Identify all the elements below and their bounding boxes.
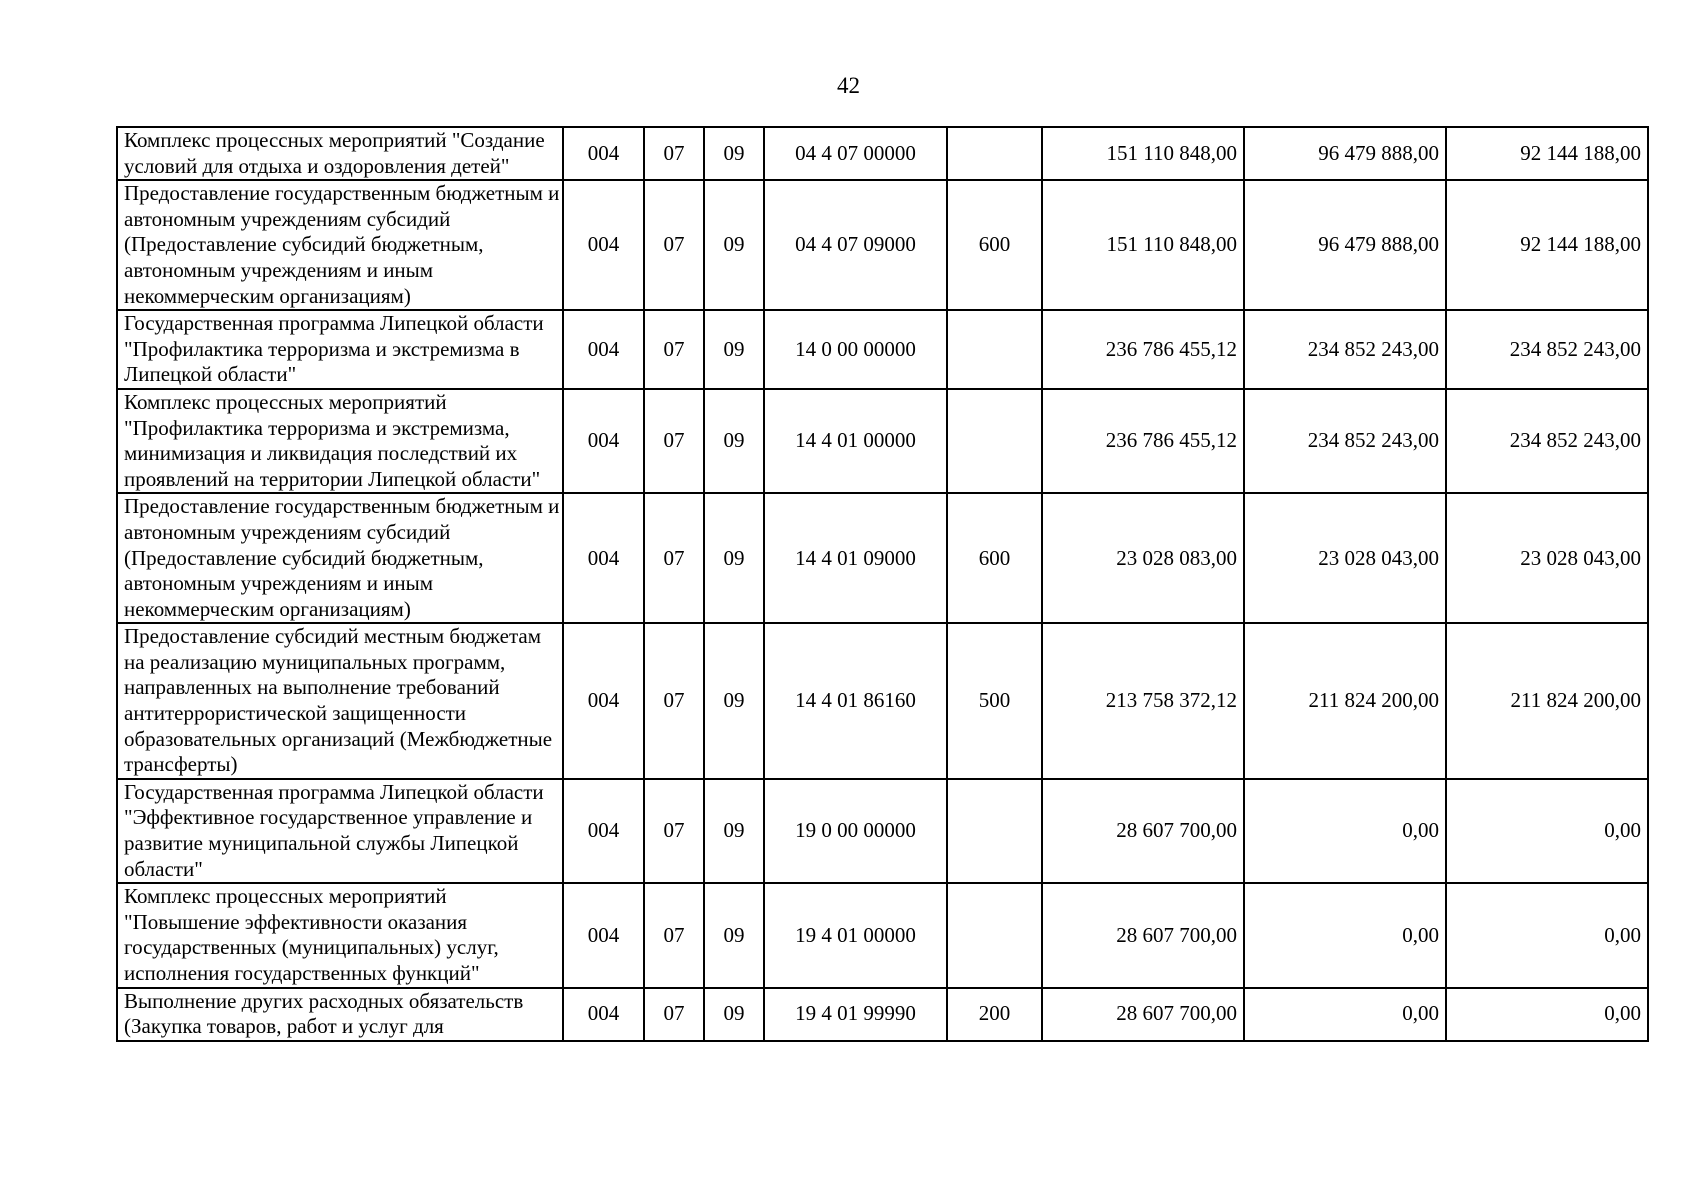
cell-target-article: 14 4 01 09000 bbox=[764, 493, 947, 623]
cell-subsection: 09 bbox=[704, 988, 764, 1041]
cell-sum-3: 92 144 188,00 bbox=[1446, 127, 1648, 180]
cell-section: 07 bbox=[644, 779, 704, 883]
cell-sum-2: 234 852 243,00 bbox=[1244, 310, 1446, 389]
cell-target-article: 19 0 00 00000 bbox=[764, 779, 947, 883]
cell-target-article: 14 4 01 00000 bbox=[764, 389, 947, 493]
cell-section: 07 bbox=[644, 180, 704, 310]
cell-name: Предоставление государственным бюджетным и автономным учреждениям субсидий (Предоставление субсидий бюджетным, автономным учреждениям и иным некоммерческим организациям) bbox=[117, 493, 563, 623]
cell-ministry: 004 bbox=[563, 779, 644, 883]
table-row bbox=[117, 389, 1648, 493]
cell-ministry: 004 bbox=[563, 623, 644, 779]
cell-ministry: 004 bbox=[563, 180, 644, 310]
table-row bbox=[117, 127, 1648, 180]
cell-sum-2: 211 824 200,00 bbox=[1244, 623, 1446, 779]
cell-ministry: 004 bbox=[563, 493, 644, 623]
cell-sum-2: 0,00 bbox=[1244, 883, 1446, 987]
cell-ministry: 004 bbox=[563, 883, 644, 987]
cell-sum-3: 234 852 243,00 bbox=[1446, 310, 1648, 389]
cell-sum-1: 28 607 700,00 bbox=[1042, 988, 1244, 1041]
table-row bbox=[117, 310, 1648, 389]
cell-sum-2: 96 479 888,00 bbox=[1244, 127, 1446, 180]
cell-sum-1: 213 758 372,12 bbox=[1042, 623, 1244, 779]
cell-name: Государственная программа Липецкой области "Эффективное государственное управление и развитие муниципальной службы Липецкой области" bbox=[117, 779, 563, 883]
cell-expense-type: 500 bbox=[947, 623, 1042, 779]
cell-name: Предоставление субсидий местным бюджетам на реализацию муниципальных программ, направленных на выполнение требований антитеррористической защищенности образовательных организаций (Межбюджетные трансферты) bbox=[117, 623, 563, 779]
cell-expense-type bbox=[947, 779, 1042, 883]
table-row bbox=[117, 779, 1648, 883]
cell-sum-2: 234 852 243,00 bbox=[1244, 389, 1446, 493]
cell-subsection: 09 bbox=[704, 180, 764, 310]
cell-sum-1: 151 110 848,00 bbox=[1042, 180, 1244, 310]
cell-subsection: 09 bbox=[704, 883, 764, 987]
table-row bbox=[117, 180, 1648, 310]
cell-target-article: 14 0 00 00000 bbox=[764, 310, 947, 389]
cell-subsection: 09 bbox=[704, 310, 764, 389]
cell-target-article: 19 4 01 99990 bbox=[764, 988, 947, 1041]
cell-target-article: 19 4 01 00000 bbox=[764, 883, 947, 987]
cell-sum-2: 96 479 888,00 bbox=[1244, 180, 1446, 310]
budget-table-body bbox=[117, 127, 1648, 1041]
table-row bbox=[117, 883, 1648, 987]
cell-target-article: 14 4 01 86160 bbox=[764, 623, 947, 779]
table-row bbox=[117, 493, 1648, 623]
cell-sum-1: 236 786 455,12 bbox=[1042, 310, 1244, 389]
budget-table bbox=[116, 126, 1649, 1042]
cell-expense-type: 600 bbox=[947, 180, 1042, 310]
cell-section: 07 bbox=[644, 883, 704, 987]
cell-expense-type: 200 bbox=[947, 988, 1042, 1041]
cell-section: 07 bbox=[644, 310, 704, 389]
cell-ministry: 004 bbox=[563, 310, 644, 389]
cell-sum-3: 92 144 188,00 bbox=[1446, 180, 1648, 310]
cell-ministry: 004 bbox=[563, 988, 644, 1041]
cell-ministry: 004 bbox=[563, 127, 644, 180]
cell-section: 07 bbox=[644, 127, 704, 180]
cell-expense-type bbox=[947, 883, 1042, 987]
cell-sum-3: 0,00 bbox=[1446, 779, 1648, 883]
cell-target-article: 04 4 07 09000 bbox=[764, 180, 947, 310]
cell-sum-3: 0,00 bbox=[1446, 883, 1648, 987]
cell-expense-type: 600 bbox=[947, 493, 1042, 623]
cell-sum-3: 211 824 200,00 bbox=[1446, 623, 1648, 779]
cell-sum-2: 23 028 043,00 bbox=[1244, 493, 1446, 623]
cell-expense-type bbox=[947, 127, 1042, 180]
cell-sum-1: 151 110 848,00 bbox=[1042, 127, 1244, 180]
cell-subsection: 09 bbox=[704, 127, 764, 180]
cell-section: 07 bbox=[644, 623, 704, 779]
cell-sum-1: 23 028 083,00 bbox=[1042, 493, 1244, 623]
cell-target-article: 04 4 07 00000 bbox=[764, 127, 947, 180]
cell-subsection: 09 bbox=[704, 779, 764, 883]
cell-name: Комплекс процессных мероприятий "Создание условий для отдыха и оздоровления детей" bbox=[117, 127, 563, 180]
cell-subsection: 09 bbox=[704, 623, 764, 779]
cell-section: 07 bbox=[644, 493, 704, 623]
cell-sum-3: 234 852 243,00 bbox=[1446, 389, 1648, 493]
cell-name: Предоставление государственным бюджетным и автономным учреждениям субсидий (Предоставление субсидий бюджетным, автономным учреждениям и иным некоммерческим организациям) bbox=[117, 180, 563, 310]
cell-name: Комплекс процессных мероприятий "Повышение эффективности оказания государственных (муниципальных) услуг, исполнения государственных функций" bbox=[117, 883, 563, 987]
cell-expense-type bbox=[947, 310, 1042, 389]
cell-subsection: 09 bbox=[704, 493, 764, 623]
cell-sum-2: 0,00 bbox=[1244, 779, 1446, 883]
cell-sum-3: 0,00 bbox=[1446, 988, 1648, 1041]
cell-ministry: 004 bbox=[563, 389, 644, 493]
cell-name: Выполнение других расходных обязательств (Закупка товаров, работ и услуг для bbox=[117, 988, 563, 1041]
cell-sum-2: 0,00 bbox=[1244, 988, 1446, 1041]
cell-sum-1: 236 786 455,12 bbox=[1042, 389, 1244, 493]
cell-name: Комплекс процессных мероприятий "Профилактика терроризма и экстремизма, минимизация и ликвидация последствий их проявлений на территории Липецкой области" bbox=[117, 389, 563, 493]
table-row bbox=[117, 988, 1648, 1041]
cell-expense-type bbox=[947, 389, 1042, 493]
cell-name: Государственная программа Липецкой области "Профилактика терроризма и экстремизма в Липецкой области" bbox=[117, 310, 563, 389]
cell-section: 07 bbox=[644, 389, 704, 493]
page-number: 42 bbox=[837, 73, 860, 98]
cell-subsection: 09 bbox=[704, 389, 764, 493]
cell-sum-1: 28 607 700,00 bbox=[1042, 883, 1244, 987]
table-row bbox=[117, 623, 1648, 779]
cell-section: 07 bbox=[644, 988, 704, 1041]
cell-sum-1: 28 607 700,00 bbox=[1042, 779, 1244, 883]
cell-sum-3: 23 028 043,00 bbox=[1446, 493, 1648, 623]
